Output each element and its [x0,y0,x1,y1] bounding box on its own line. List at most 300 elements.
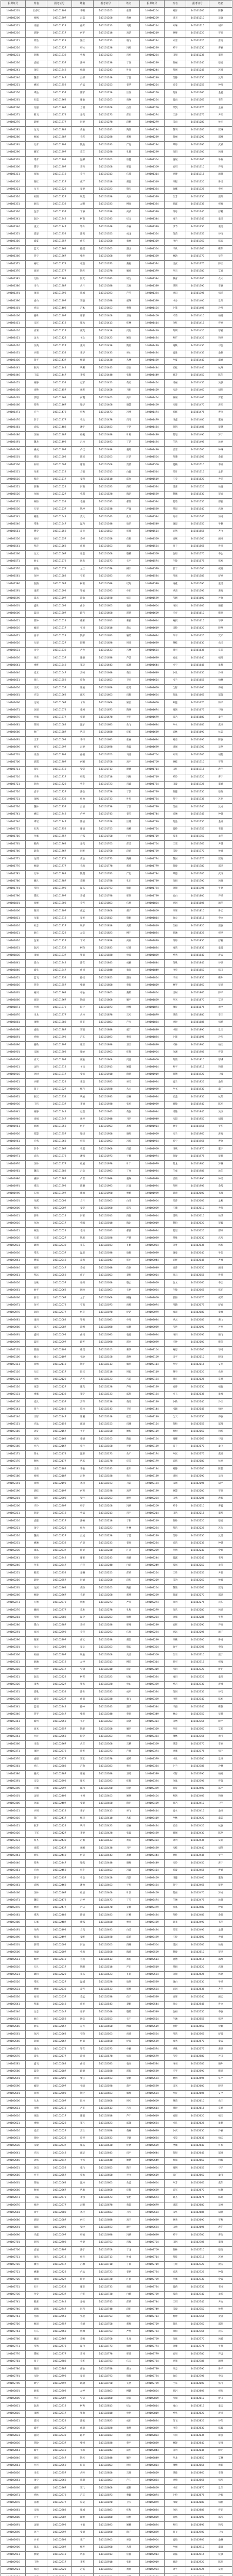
cell-exam-id: 140102696 [1,2232,26,2239]
cell-exam-id: 140102470 [186,1890,209,1897]
cell-exam-id: 140101381 [1,276,26,283]
cell-name: 谭晨 [26,454,47,461]
cell-exam-id: 140101421 [1,335,26,342]
cell-name: 吴涛 [209,1473,232,1480]
cell-name: 武维 [209,871,232,878]
cell-exam-id: 140102529 [140,1979,165,1986]
cell-exam-id: 140101443 [94,365,118,372]
cell-name: 曹斌 [209,1867,232,1874]
table-row [1,1518,232,1525]
cell-name: 尹冶 [209,2299,232,2306]
cell-exam-id: 140101811 [1,915,26,922]
cell-exam-id: 140102847 [47,2455,72,2462]
cell-exam-id: 140102389 [140,1771,165,1778]
cell-exam-id: 140101566 [1,551,26,558]
cell-name: 鲁姆 [209,1637,232,1644]
cell-name: 孙刚 [72,1845,94,1852]
cell-name: 岑甜 [165,1027,186,1034]
cell-exam-id: 140101678 [94,715,118,722]
table-row [1,1429,232,1436]
cell-name: 程宁 [165,796,186,803]
cell-exam-id: 140101731 [1,796,26,803]
cell-exam-id: 140102085 [186,1317,209,1324]
cell-name: 师汤 [165,1793,186,1800]
cell-name: 段琪 [118,1577,140,1584]
cell-name: 莫顿 [72,2336,94,2343]
cell-name: 费庄 [118,1763,140,1770]
cell-exam-id: 140102077 [47,1310,72,1317]
cell-name: 伍回 [118,1265,140,1272]
cell-name: 高平 [118,759,140,766]
cell-name: 祁米 [72,2447,94,2454]
cell-exam-id: 140101914 [140,1064,165,1071]
cell-name: 陈艳 [209,1830,232,1837]
table-row [1,2574,232,2576]
cell-name: 孟莹 [209,1562,232,1569]
cell-name: 谭晶 [26,90,47,97]
cell-exam-id: 140102339 [140,1696,165,1703]
table-row [1,2232,232,2239]
cell-exam-id: 140101371 [1,261,26,268]
cell-exam-id: 140101671 [1,707,26,714]
cell-name: 崔茜 [165,2269,186,2276]
cell-name: 管毅 [26,1347,47,1354]
cell-exam-id: 140102308 [94,1652,118,1659]
cell-name: 柏庆 [209,1042,232,1049]
cell-exam-id: 140101341 [1,216,26,223]
cell-name: 牟迁 [165,1726,186,1733]
cell-exam-id: 140102673 [94,2195,118,2202]
cell-name: 米林 [165,1042,186,1049]
table-row [1,1659,232,1666]
cell-name: 易回 [26,1629,47,1636]
cell-name: 蔡洁 [209,2247,232,2254]
cell-exam-id: 140102912 [47,2552,72,2559]
cell-name: 肖宇 [118,1510,140,1517]
cell-exam-id: 140102190 [186,1473,209,1480]
cell-exam-id: 140102408 [94,1800,118,1807]
cell-name: 唐秀 [209,1131,232,1138]
header-name-4: 姓名 [165,1,186,8]
cell-name: 牛经 [209,1979,232,1986]
cell-name: 林慧 [165,1488,186,1495]
cell-name: 娄烨 [26,662,47,669]
cell-exam-id: 140101496 [1,447,26,454]
cell-name: 石磊 [26,97,47,104]
cell-name: 黎坤 [165,2314,186,2321]
cell-name: 李娜 [72,372,94,379]
cell-exam-id: 140101855 [186,975,209,982]
cell-exam-id: 140101763 [94,841,118,848]
cell-exam-id: 140101390 [186,283,209,290]
cell-name: 谢辉 [118,1860,140,1867]
cell-exam-id: 140101929 [140,1086,165,1093]
cell-exam-id: 140101557 [47,536,72,543]
cell-name: 司马 [26,283,47,290]
cell-exam-id: 140101572 [47,558,72,565]
cell-name: 巩军 [72,2552,94,2559]
cell-name: 龙琦 [26,2314,47,2321]
table-row [1,1265,232,1272]
cell-exam-id: 140102192 [47,1481,72,1488]
cell-exam-id: 140101379 [140,268,165,275]
cell-name: 孔东 [118,878,140,885]
cell-exam-id: 140101864 [140,990,165,997]
cell-exam-id: 140102109 [140,1354,165,1361]
cell-name: 陈娟 [209,2195,232,2202]
cell-exam-id: 140101911 [1,1064,26,1071]
table-row [1,737,232,744]
cell-name: 吕浩 [72,1168,94,1175]
cell-name: 戴姆 [26,1607,47,1614]
cell-name: 肖俊 [118,2239,140,2246]
cell-exam-id: 140102862 [47,2477,72,2484]
cell-name: 曾鑫 [72,1146,94,1153]
cell-name: 颜萍 [209,900,232,907]
cell-name: 巩伟 [72,1823,94,1830]
cell-exam-id: 140102431 [1,1838,26,1845]
cell-exam-id: 140102527 [47,1979,72,1986]
cell-name: 苗苗 [165,231,186,238]
table-row [1,179,232,186]
cell-name: 柯秀 [72,2403,94,2410]
cell-exam-id: 140102045 [186,1257,209,1264]
cell-name: 米颖 [165,1406,186,1413]
cell-exam-id: 140101949 [140,1116,165,1123]
cell-name: 钱进 [72,142,94,149]
cell-name: 于旭 [118,1882,140,1889]
cell-exam-id: 140102475 [186,1897,209,1904]
cell-name: 龚德 [165,1957,186,1964]
cell-name: 熊岚 [26,1205,47,1212]
cell-exam-id: 140102444 [140,1852,165,1859]
cell-exam-id: 140102590 [186,2068,209,2075]
cell-exam-id: 140102022 [47,1228,72,1235]
cell-exam-id: 140102777 [47,2351,72,2358]
cell-exam-id: 140101897 [47,1042,72,1049]
cell-name: 沈亮 [209,439,232,446]
cell-exam-id: 140101383 [94,276,118,283]
cell-exam-id: 140102610 [186,2098,209,2105]
table-row [1,172,232,179]
cell-exam-id: 140102327 [47,1681,72,1688]
cell-exam-id: 140102649 [140,2157,165,2164]
cell-name: 窦几 [72,2485,94,2492]
cell-exam-id: 140101617 [47,625,72,632]
cell-exam-id: 140101966 [1,1146,26,1153]
cell-name: 游戈 [118,246,140,253]
cell-name: 涂山 [72,596,94,603]
cell-name: 时可 [118,2098,140,2105]
cell-exam-id: 140102409 [140,1800,165,1807]
cell-name: 曹鑫 [209,1503,232,1510]
cell-name: 詹姆 [165,551,186,558]
table-row [1,1726,232,1733]
cell-exam-id: 140101943 [94,1109,118,1116]
cell-name: 蒋健 [165,789,186,796]
cell-name: 巩勇 [72,2187,94,2194]
cell-exam-id: 140102708 [94,2247,118,2254]
cell-name: 鲍勃 [165,253,186,260]
cell-name: 谢宁 [118,2224,140,2231]
table-row [1,1912,232,1919]
cell-name: 毕升 [72,224,94,231]
cell-name: 廖敏 [72,97,94,104]
cell-name: 童霄 [209,945,232,952]
cell-name: 尹婧 [209,1934,232,1941]
cell-exam-id: 140102347 [47,1711,72,1718]
cell-exam-id: 140101598 [94,596,118,603]
cell-exam-id: 140102008 [94,1205,118,1212]
cell-name: 屈缙 [26,1362,47,1369]
cell-exam-id: 140102531 [1,1986,26,1993]
cell-name: 严谨 [118,506,140,513]
cell-name: 隋炀 [118,707,140,714]
cell-exam-id: 140101226 [1,45,26,52]
cell-name: 季羡 [165,588,186,595]
cell-name: 窦娥 [72,298,94,305]
cell-exam-id: 140102138 [94,1399,118,1406]
cell-exam-id: 140102354 [140,1719,165,1726]
cell-name: 杭盖 [209,729,232,736]
cell-name: 赵娟 [72,1838,94,1845]
table-row [1,75,232,82]
cell-name: 喻饶 [26,2083,47,2090]
cell-exam-id: 140101326 [1,194,26,201]
cell-exam-id: 140102137 [47,1399,72,1406]
cell-exam-id: 140101283 [94,127,118,134]
cell-name: 葛回 [72,2351,94,2358]
cell-exam-id: 140102618 [94,2113,118,2120]
cell-name: 仇树 [26,1072,47,1079]
cell-name: 单山 [118,1681,140,1688]
cell-name: 黎然 [165,1585,186,1592]
cell-exam-id: 140102732 [47,2284,72,2291]
cell-name: 舒岩 [209,1302,232,1309]
cell-name: 薛悦 [26,1577,47,1584]
table-row [1,2381,232,2388]
cell-name: 谢飞 [118,38,140,45]
cell-name: 卢洁 [72,1905,94,1912]
cell-exam-id: 140101369 [140,253,165,260]
cell-name: 魏东 [26,75,47,82]
cell-name: 何红 [72,2217,94,2224]
cell-exam-id: 140102588 [94,2068,118,2075]
cell-name: 顾坤 [26,1957,47,1964]
cell-name: 何刚 [72,759,94,766]
cell-name: 沙飞 [26,2172,47,2179]
table-row [1,1391,232,1398]
table-row [1,1235,232,1242]
table-row [1,484,232,491]
cell-exam-id: 140101727 [47,789,72,796]
cell-exam-id: 140101655 [186,677,209,684]
cell-name: 侯曦 [209,1577,232,1584]
cell-name: 付蕾 [26,469,47,476]
cell-exam-id: 140101813 [94,915,118,922]
cell-exam-id: 140102392 [47,1778,72,1785]
cell-name: 闵行 [118,328,140,335]
cell-exam-id: 140101751 [1,826,26,833]
cell-exam-id: 140101817 [47,923,72,930]
cell-exam-id: 140102227 [47,1533,72,1540]
cell-name: 兰采 [165,2381,186,2388]
cell-name: 车克 [209,1741,232,1748]
table-row [1,1942,232,1949]
cell-name: 武勇 [165,1823,186,1830]
cell-exam-id: 140102287 [47,1622,72,1629]
cell-exam-id: 140101693 [94,737,118,744]
cell-name: 温登 [72,1614,94,1621]
cell-exam-id: 140102295 [186,1629,209,1636]
table-row [1,2083,232,2090]
cell-name: 夏莉 [165,2284,186,2291]
cell-exam-id: 140102511 [1,1957,26,1964]
cell-exam-id: 140102322 [47,1674,72,1681]
cell-name: 唐亮 [209,38,232,45]
cell-exam-id: 140101299 [140,149,165,156]
cell-exam-id: 140102134 [140,1391,165,1398]
cell-name: 龚琦 [165,499,186,506]
table-row [1,1384,232,1391]
cell-exam-id [94,2574,118,2576]
cell-name: 房明 [165,2447,186,2454]
table-row [1,900,232,907]
cell-name: 徐杰 [26,752,47,759]
cell-exam-id: 140101442 [47,365,72,372]
cell-exam-id: 140101689 [140,729,165,736]
cell-name: 田斌 [165,1146,186,1153]
cell-exam-id: 140101848 [94,967,118,974]
cell-name: 钱姆 [72,2328,94,2335]
cell-name: 汪洁 [118,454,140,461]
cell-name: 褚宁 [209,1748,232,1755]
cell-name: 邱蕾 [118,1934,140,1941]
cell-exam-id: 140102391 [1,1778,26,1785]
cell-name: 舒霄 [209,2031,232,2038]
table-row [1,2143,232,2150]
cell-exam-id: 140101224 [140,38,165,45]
cell-name: 黄强 [118,1109,140,1116]
cell-name: 谭洁 [26,1183,47,1190]
table-row [1,1458,232,1465]
cell-exam-id: 140101261 [1,97,26,104]
table-row [1,967,232,974]
cell-exam-id: 140102917 [47,2559,72,2566]
cell-name: 臧徒 [72,2150,94,2157]
cell-exam-id: 140102805 [186,2388,209,2395]
cell-name: 商德 [165,1072,186,1079]
cell-name: 何霞 [72,395,94,402]
cell-name: 韦月 [209,1555,232,1562]
table-row [1,2477,232,2484]
cell-name: 邹凯 [165,105,186,112]
cell-name: 游羽 [118,1339,140,1346]
cell-name: 黎骏 [165,1949,186,1956]
cell-name: 邬汤 [209,2514,232,2521]
cell-name: 高平 [118,395,140,402]
cell-exam-id: 140102412 [47,1808,72,1815]
cell-name: 杨军 [26,744,47,751]
cell-name: 武胜 [209,1964,232,1971]
cell-name: 宁静 [72,209,94,216]
table-row [1,662,232,669]
cell-name: 姚琳 [26,1540,47,1547]
cell-name: 林峰 [165,30,186,37]
cell-name: 温恩 [72,1250,94,1257]
cell-name: 马英 [118,2209,140,2216]
table-row [1,514,232,521]
cell-name: 游荣 [118,1704,140,1711]
table-row [1,633,232,640]
cell-name: 全昌 [165,2507,186,2514]
cell-name: 戴维 [26,514,47,521]
cell-exam-id: 140101551 [1,529,26,536]
table-row [1,2135,232,2142]
table-row [1,2150,232,2157]
cell-exam-id: 140102282 [47,1614,72,1621]
cell-name: 米兰 [165,677,186,684]
cell-exam-id: 140101654 [140,677,165,684]
cell-exam-id: 140101808 [94,908,118,915]
cell-exam-id: 140102465 [186,1882,209,1889]
table-row [1,462,232,469]
cell-name: 仲丽 [165,2544,186,2551]
cell-name: 殷公 [118,1280,140,1287]
cell-exam-id: 140101253 [94,82,118,89]
cell-exam-id: 140102072 [47,1302,72,1309]
cell-name: 彭宁 [26,417,47,424]
cell-exam-id: 140101975 [186,1153,209,1160]
cell-name: 黎岩 [165,856,186,863]
cell-exam-id: 140101715 [186,767,209,774]
cell-exam-id: 140101449 [140,372,165,379]
cell-name: 毛然 [72,863,94,870]
cell-exam-id: 140102026 [1,1235,26,1242]
cell-exam-id: 140101609 [140,610,165,617]
cell-name: 梅话 [165,945,186,952]
cell-name: 马娟 [118,387,140,394]
cell-exam-id: 140102164 [140,1436,165,1443]
cell-exam-id: 140102783 [94,2358,118,2365]
cell-exam-id: 140101464 [140,395,165,402]
cell-exam-id: 140102414 [140,1808,165,1815]
cell-name: 程龙 [165,1161,186,1168]
cell-name: 易经 [26,536,47,543]
cell-exam-id: 140101368 [94,253,118,260]
cell-exam-id: 140102675 [186,2195,209,2202]
cell-exam-id: 140102406 [1,1800,26,1807]
cell-exam-id: 140102044 [140,1257,165,1264]
cell-exam-id: 140102121 [1,1376,26,1383]
table-row [1,529,232,536]
cell-name: 华佗 [209,253,232,260]
cell-name: 闫岩 [72,2306,94,2313]
cell-exam-id: 140101917 [47,1072,72,1079]
cell-name: 施登 [165,1250,186,1257]
cell-name: 范冰 [165,90,186,97]
cell-exam-id: 140101403 [94,305,118,312]
cell-name: 费玉 [118,670,140,677]
cell-exam-id: 140102493 [94,1927,118,1934]
cell-exam-id: 140101659 [140,685,165,692]
cell-exam-id: 140102589 [140,2068,165,2075]
cell-exam-id: 140101781 [1,871,26,878]
cell-exam-id: 140102089 [140,1324,165,1331]
cell-name: 倪班 [26,1637,47,1644]
cell-exam-id: 140102479 [140,1905,165,1912]
cell-exam-id: 140101910 [186,1057,209,1064]
